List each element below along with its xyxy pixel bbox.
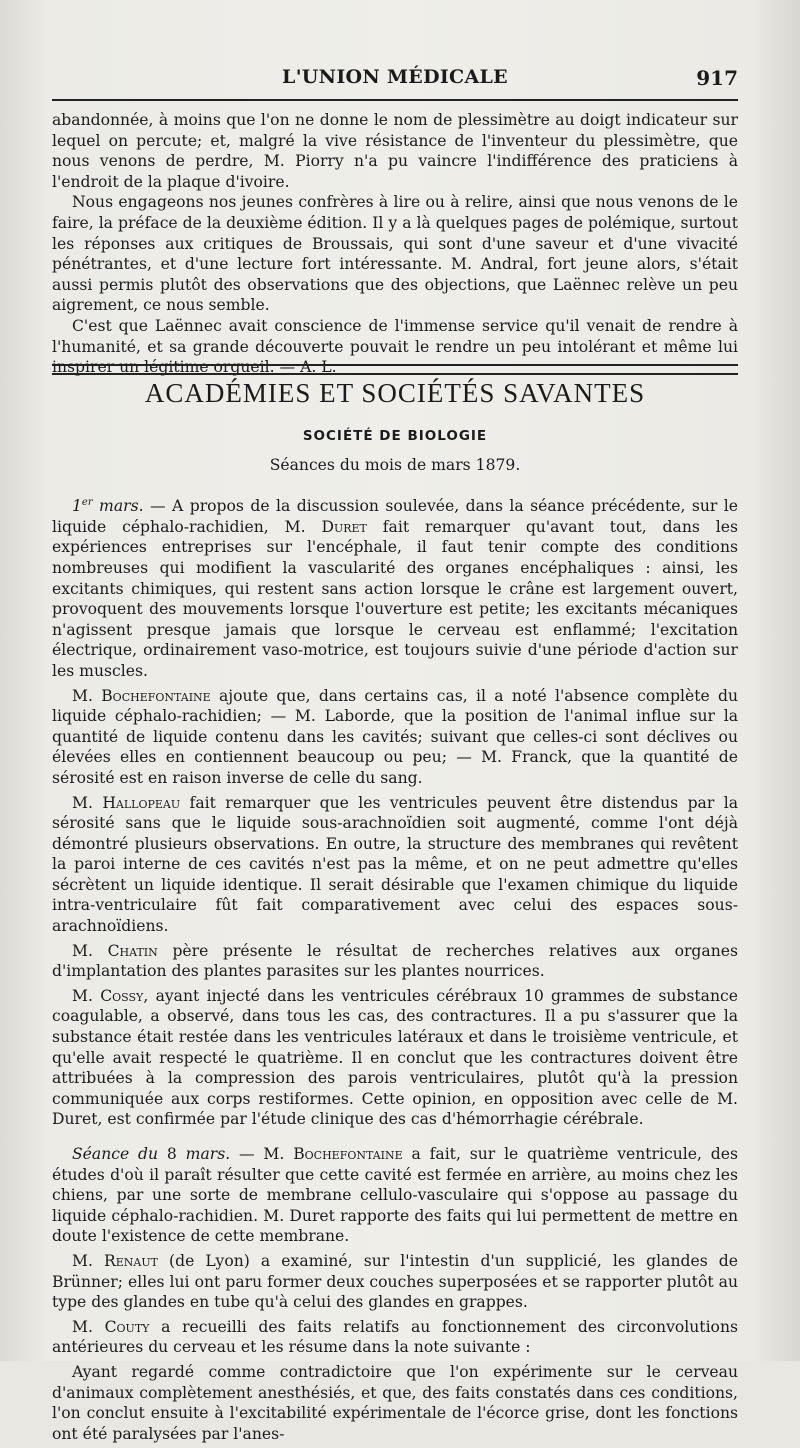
intro-paragraph: C'est que Laënnec avait conscience de l'immense service qu'il venait de rendre à l'humanité, et sa grande découverte pouvait le rendre un peu intolérant et même lui inspirer un légitime orgueil. — A. L. (52, 316, 738, 377)
session-paragraph: 1er mars. — A propos de la discussion soulevée, dans la séance précédente, sur le liquide céphalo-rachidien, M. Duret fait remarquer qu'avant tout, dans les expériences entreprises sur l'encéphale, il faut tenir compte des conditions nombreuses qui modifient la vascularité des organes encéphaliques : ainsi, les excitants chimiques, qui restent sans action lorsque le crâne est largement ouvert, provoquent des mouvements lorsque l'ouverture est petite; les excitants mécaniques n'agissent presque jamais que lorsque le cerveau est enflammé; l'excitation électrique, ordinairement vaso-motrice, est toujours suivie d'une période d'action sur les muscles. (52, 497, 738, 680)
running-title: L'UNION MÉDICALE (282, 66, 508, 88)
intro-text (52, 110, 738, 378)
section-title: ACADÉMIES ET SOCIÉTÉS SAVANTES (144, 378, 646, 408)
session-paragraph: M. Cossy, ayant injecté dans les ventricules cérébraux 10 grammes de substance coagulable, a observé, dans tous les cas, des contractures. Il a pu s'assurer que la substance était restée dans les ventricules latéraux et dans le troisième ventricule, et qu'elle avait respecté le quatrième. Il en conclut que les contractures doivent être attribuées à la compression des parois ventriculaires, plutôt qu'à la pression communiquée aux corps restiformes. Cette opinion, en opposition avec celle de M. Duret, est confirmée par l'étude clinique des cas d'hémorrhagie cérébrale. (52, 986, 738, 1129)
session-date-label: 1er mars. (72, 497, 144, 516)
session-gap (52, 1134, 738, 1144)
session-date-label: Séance du 8 mars. (72, 1145, 231, 1163)
session-paragraph: M. Hallopeau fait remarquer que les ventricules peuvent être distendus par la sérosité sans que le liquide sous-arachnoïdien soit augmenté, comme l'ont déjà démontré plusieurs observations. En outre, la structure des membranes qui revêtent la paroi interne de ces cavités n'est pas la même, et on ne peut admettre qu'elles sécrètent un liquide identique. Il serait désirable que l'examen chimique du liquide intra-ventriculaire fût fait comparativement avec celui des espaces sous-arachnoïdiens. (52, 793, 738, 936)
speaker-name: Duret (321, 517, 367, 536)
session-paragraph: Séance du 8 mars. — M. Bochefontaine a fait, sur le quatrième ventricule, des études d'où il paraît résulter que cette cavité est fermée en arrière, au moins chez les chiens, par une sorte de membrane cellulo-vasculaire qui s'oppose au passage du liquide céphalo-rachidien. M. Duret rapporte des faits qui lui permettent de mettre en doute l'existence de cette membrane. (52, 1145, 738, 1246)
session-paragraph: M. Couty a recueilli des faits relatifs au fonctionnement des circonvolutions antérieures du cerveau et les résume dans la note suivante : (52, 1317, 738, 1357)
speaker-name: Bochefontaine (101, 686, 211, 705)
speaker-name: Chatin (107, 941, 158, 960)
session-paragraph: M. Bochefontaine ajoute que, dans certains cas, il a noté l'absence complète du liquide céphalo-rachidien; — M. Laborde, que la position de l'animal influe sur la quantité de liquide contenu dans les cavités; suivant que celles-ci sont déclives ou élevées elles en contiennent beaucoup ou peu; — M. Franck, que la quantité de sérosité est en raison inverse de celle du sang. (52, 686, 739, 787)
page-number: 917 (696, 66, 738, 90)
speaker-name: Cossy (100, 986, 144, 1005)
intro-paragraph: Nous engageons nos jeunes confrères à lire ou à relire, ainsi que nous venons de le faire, la préface de la deuxième édition. Il y a là quelques pages de polémique, surtout les réponses aux critiques de Broussais, qui sont d'une saveur et d'une vivacité pénétrantes, et d'une lecture fort intéressante. M. Andral, fort jeune alors, s'était aussi permis plutôt des observations que des objections, que Laënnec relève un peu aigrement, ce nous semble. (52, 193, 738, 315)
page-header (52, 60, 738, 94)
session-date: Séances du mois de mars 1879. (269, 456, 521, 474)
speaker-name: Hallopeau (102, 793, 181, 812)
speaker-name: Bochefontaine (293, 1145, 403, 1163)
session-paragraph: M. Chatin père présente le résultat de recherches relatives aux organes d'implantation des plantes parasites sur les plantes nourrices. (52, 941, 738, 981)
speaker-name: Renaut (104, 1251, 158, 1270)
speaker-name: Couty (104, 1317, 150, 1336)
society-name: SOCIÉTÉ DE BIOLOGIE (302, 428, 488, 444)
session-paragraph: Ayant regardé comme contradictoire que l'on expérimente sur le cerveau d'animaux complètement anesthésiés, et que, des faits constatés dans ces conditions, l'on conclut ensuite à l'excitabilité expérimentale de l'écorce grise, dont les fonctions ont été paralysées par l'anes- (52, 1362, 738, 1443)
proceedings-text (52, 493, 738, 1448)
header-rule (52, 99, 738, 101)
intro-paragraph: abandonnée, à moins que l'on ne donne le nom de plessimètre au doigt indicateur sur lequel on percute; et, malgré la vive résistance de l'inventeur du plessimètre, que nous venons de perdre, M. Piorry n'a pu vaincre l'indifférence des praticiens à l'endroit de la plaque d'ivoire. (52, 111, 738, 191)
section-rule (52, 364, 738, 375)
session-paragraph: M. Renaut (de Lyon) a examiné, sur l'intestin d'un supplicié, les glandes de Brünner; elles lui ont paru former deux couches superposées et se rapporter plutôt au type des glandes en tube qu'à celui des glandes en grappes. (52, 1251, 738, 1312)
